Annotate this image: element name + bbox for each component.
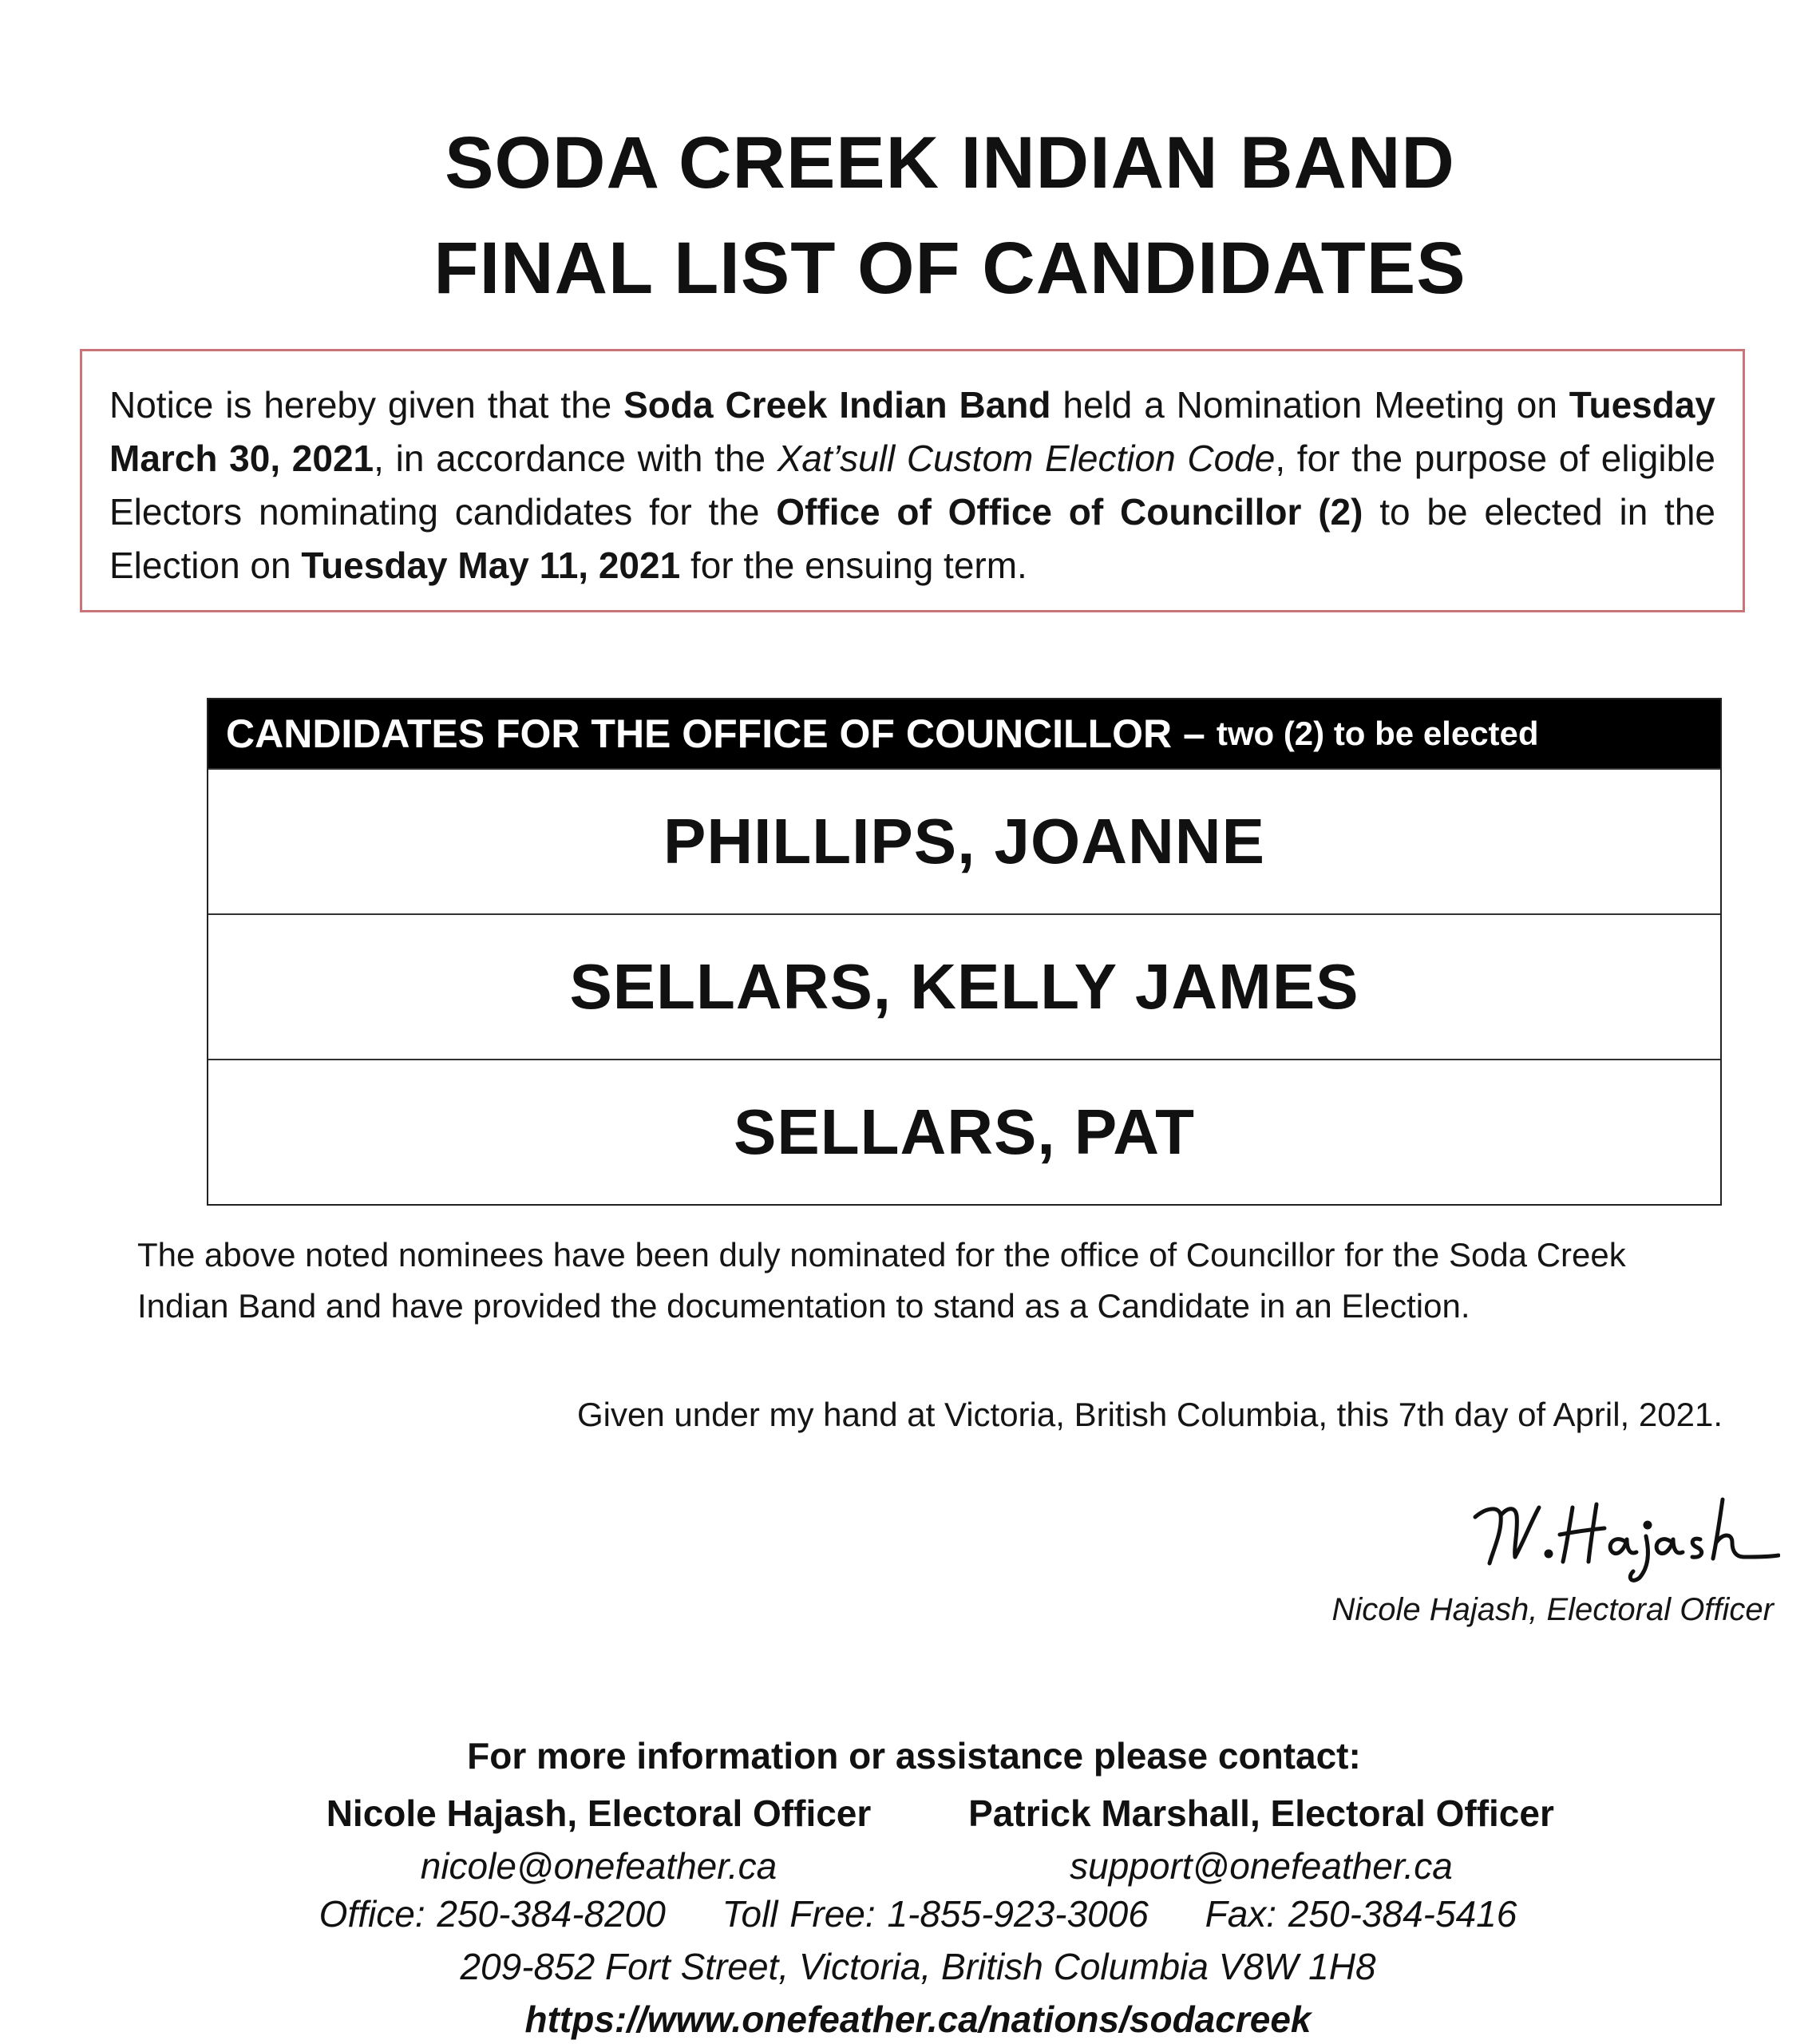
notice-box (80, 349, 1745, 612)
notice-text-part: , in accordance with the (374, 438, 777, 479)
officer-1-name: Nicole Hajash, Electoral Officer (326, 1792, 872, 1834)
page-title-line2: FINAL LIST OF CANDIDATES (433, 228, 1466, 309)
page-title-line1: SODA CREEK INDIAN BAND (445, 122, 1455, 204)
contact-officer-2 (934, 1787, 1589, 1892)
notice-election-date: Tuesday May 11, 2021 (301, 545, 681, 586)
notice-band-name: Soda Creek Indian Band (623, 384, 1051, 426)
phone-numbers (0, 1892, 1820, 1935)
contact-heading: For more information or assistance please contact: (467, 1735, 1361, 1777)
given-under-hand-line: Given under my hand at Victoria, British Columbia, this 7th day of April, 2021. (577, 1396, 1723, 1433)
candidate-row: SELLARS, PAT (208, 1059, 1720, 1204)
notice-text-part: for the ensuing term. (680, 545, 1027, 586)
notice-election-code: Xat’sull Custom Election Code (777, 438, 1276, 479)
notice-text (109, 378, 1715, 592)
notice-text-part: held a Nomination Meeting on (1050, 384, 1569, 426)
candidate-row: PHILLIPS, JOANNE (208, 768, 1720, 913)
notice-meeting-date: Tuesday March 30, 2021 (109, 384, 1715, 479)
candidates-table (207, 698, 1722, 1206)
notice-text-part: Notice is hereby given that the (109, 384, 624, 426)
candidates-header-main: CANDIDATES FOR THE OFFICE OF COUNCILLOR – (226, 711, 1205, 756)
candidates-table-header (208, 699, 1720, 768)
officer-1-email[interactable]: nicole@onefeather.ca (420, 1845, 777, 1887)
officer-2-name: Patrick Marshall, Electoral Officer (968, 1792, 1554, 1834)
notice-text-part: , for the purpose of eligible Electors nominating candidates for the (109, 438, 1715, 533)
office-phone: Office: 250-384-8200 (318, 1893, 666, 1935)
electoral-officer-signature-name: Nicole Hajash, Electoral Officer (1331, 1592, 1774, 1627)
notice-text-part: to be elected in the Election on (109, 491, 1716, 586)
candidate-row: SELLARS, KELLY JAMES (208, 913, 1720, 1059)
candidates-header-sub: two (2) to be elected (1216, 715, 1539, 752)
contact-officer-1 (303, 1787, 894, 1892)
handwritten-signature (1469, 1483, 1780, 1587)
toll-free-phone: Toll Free: 1-855-923-3006 (722, 1893, 1149, 1935)
notice-office: Office of Office of Councillor (2) (776, 491, 1363, 533)
fax-number: Fax: 250-384-5416 (1205, 1893, 1517, 1935)
website-link[interactable]: https://www.onefeather.ca/nations/sodacreek (524, 1998, 1312, 2040)
mailing-address: 209-852 Fort Street, Victoria, British Columbia V8W 1H8 (460, 1946, 1376, 1987)
nomination-statement: The above noted nominees have been duly nominated for the office of Councillor for the Soda Creek Indian Band and have provided the documentation to stand as a Candidate in an Election. (137, 1236, 1626, 1325)
officer-2-email[interactable]: support@onefeather.ca (1070, 1845, 1453, 1887)
